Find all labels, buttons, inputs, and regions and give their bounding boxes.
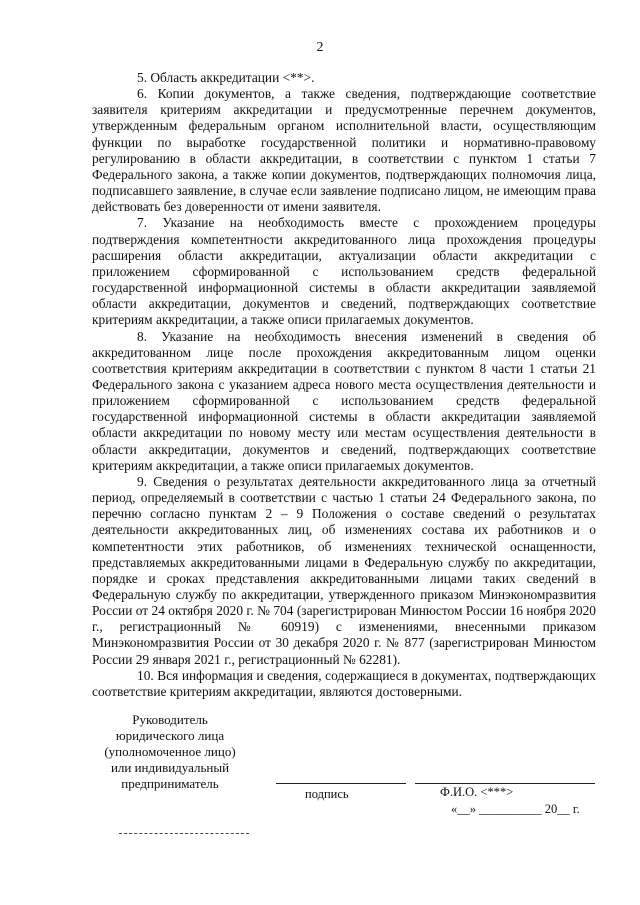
document-body	[92, 70, 596, 700]
signer-title-line: Руководитель	[132, 712, 208, 727]
fio-line	[415, 783, 595, 784]
signer-title-line: предприниматель	[121, 776, 219, 791]
date-field: «__» __________ 20__ г.	[451, 802, 580, 816]
fio-caption: Ф.И.О. <***>	[440, 785, 514, 799]
paragraph-6: 6. Копии документов, а также сведения, подтверждающие соответствие заявителя критериям аккредитации и предусмотренные перечнем документов, утвержденным федеральным органом исполнительной власти, осуществляющим функции по выработке государственной политики и нормативно-правовому регулированию в области аккредитации, в соответствии с пунктом 1 статьи 7 Федерального закона, а также копии документов, подтверждающих полномочия лица, подписавшего заявление, в случае если заявление подписано лицом, не имеющим права действовать без доверенности от имени заявителя.	[92, 86, 596, 215]
signer-title	[95, 712, 245, 792]
signer-title-line: (уполномоченное лицо)	[104, 744, 236, 759]
paragraph-7: 7. Указание на необходимость вместе с прохождением процедуры подтверждения компетентности аккредитованного лица прохождения процедуры расширения области аккредитации, актуализации области аккредитации с приложением сформированной с использованием средств федеральной государственной информационной системы в области аккредитации заявляемой области аккредитации, документов и сведений, подтверждающих соответствие критериям аккредитации, а также описи прилагаемых документов.	[92, 215, 596, 328]
paragraph-10: 10. Вся информация и сведения, содержащиеся в документах, подтверждающих соответствие критериям аккредитации, являются достоверными.	[92, 667, 596, 699]
signature-line	[276, 783, 406, 784]
paragraph-5: 5. Область аккредитации <**>.	[137, 70, 315, 85]
paragraph-8: 8. Указание на необходимость внесения изменений в сведения об аккредитованном лице после прохождения аккредитованным лицом оценки соответствия критериям аккредитации в соответствии с пунктом 8 части 1 статьи 21 Федерального закона с указанием адреса нового места осуществления деятельности и приложением сформированной с использованием средств федеральной государственной информационной системы в области аккредитации заявляемой области аккредитации по новому месту или местам осуществления деятельности в области аккредитации, документов и сведений, подтверждающих соответствие критериям аккредитации, а также описи прилагаемых документов.	[92, 328, 596, 473]
signature-caption: подпись	[305, 787, 349, 801]
signer-title-line: юридического лица	[115, 728, 225, 743]
page-number: 2	[316, 40, 324, 55]
footnote-separator	[119, 833, 249, 834]
paragraph-9: 9. Сведения о результатах деятельности аккредитованного лица за отчетный период, определяемый в соответствии с частью 1 статьи 24 Федерального закона, по перечню согласно пунктам 2 – 9 Положения о составе сведений о результатах деятельности аккредитованных лиц, об изменениях состава их работников и о компетентности этих работников, об изменениях технической оснащенности, представляемых аккредитованными лицами в Федеральную службу по аккредитации, порядке и сроках представления аккредитованными лицами таких сведений в Федеральную службу по аккредитации, утвержденного приказом Минэкономразвития России от 24 октября 2020 г. № 704 (зарегистрирован Минюстом России 16 ноября 2020 г., регистрационный № 60919) с изменениями, внесенными приказом Минэкономразвития России от 30 декабря 2020 г. № 877 (зарегистрирован Минюстом России 29 января 2021 г., регистрационный № 62281).	[92, 473, 596, 667]
signer-title-line: или индивидуальный	[110, 760, 230, 775]
